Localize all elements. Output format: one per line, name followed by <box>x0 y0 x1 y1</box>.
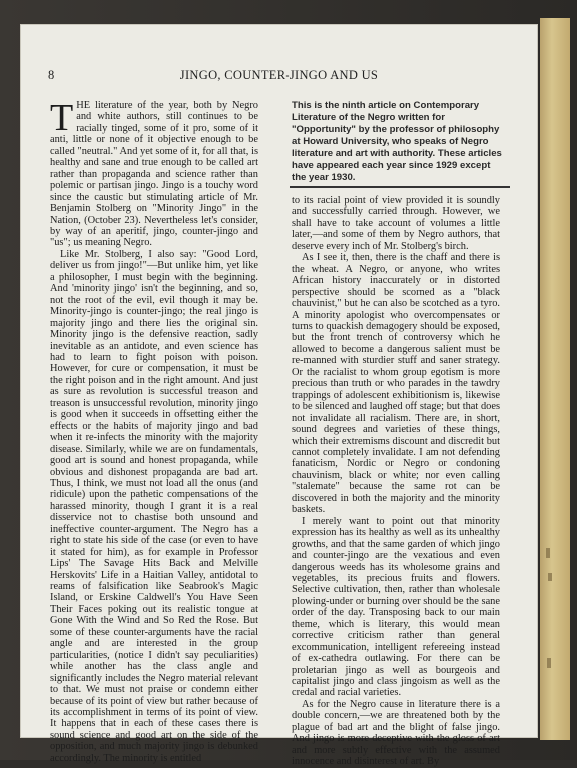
editor-note: This is the ninth article on Contemporary Literature of the Negro written for "Opportunity" by the professor of philosophy at Howard University, who speaks of Negro literature and art with authority. These articles have appeared each year since 1929 except the year 1930. <box>292 100 502 183</box>
article-paragraph: As I see it, then, there is the chaff and there is the wheat. A Negro, or anyone, who writes African history inaccurately or in distorted perspective should be scorned as a "black chauvinist," but he can also be scotched as a tyro. A minority apologist who overcompensates or turns to quackish demagogery should be exposed, but the front trench of controversy which he allowed to become a dangerous salient must be re-manned with sturdier stuff and saner strategy. Or the racialist to whom group egotism is more precious than truth or who parades in the tawdry trappings of adolescent exhibitionism is, likewise to be silenced and laughed off stage; but that does not invalidate all racialism. There are, in short, sound degrees and varieties of these things, which their extremisms discount and discredit but cannot completely invalidate. I am not defending fanaticism, Nordic or Negro or condoning chauvinism, black or white; nor even calling "stalemate" because the same rot can be discovered in both the majority and the minority baskets. <box>292 252 500 516</box>
adjacent-page-edge <box>540 18 570 740</box>
article-paragraph: As for the Negro cause in literature there is a double concern,—we are threatened both by the plague of bad art and the blight of false jingo. And jingo is more deceptive with the gloss of art and more subtly effective with the assumed innocence and disinterest of art. By <box>292 698 500 768</box>
paragraph-text: HE literature of the year, both by Negro and white authors, still continues to be racially tinged, some of it pro, some of it anti, little or none of it objective enough to be called "neutral." And yet some of it, for all that, is healthy and sane and true enough to be called art rather than propaganda and science rather than polemic or partisan jingo. Jingo is a touchy word since the caustic but stimulating article of Mr. Benjamin Stolberg on "Minority Jingo" in the Nation, (October 23). Nevertheless let's consider, by way of an aperitif, jingo, counter-jingo and "us"; us meaning Negro. <box>50 100 258 249</box>
drop-cap: T <box>50 97 74 139</box>
article-paragraph: I merely want to point out that minority expression has its healthy as well as its unhealthy growths, and that the same garden of which jingo and counter-jingo are the vexatious and even dangerous weeds has its wholesome grains and vegetables, its precious fruits and flowers. Selective cultivation, then, rather than wholesale plowing-under or burning over should be the sane order of the day. Transposing back to our main theme, which is literary, this would mean corrective criticism rather than general excommunication, intelligent refereeing instead of ex-cathedra outlawing. For there can be proletarian jingo as well as bourgeois and capitalist jingo and class jingoism as well as the credal and racial varieties. <box>292 515 500 699</box>
article-paragraph <box>50 97 258 249</box>
article-left-column <box>50 97 258 764</box>
divider-rule <box>290 186 510 188</box>
article-right-column <box>292 195 500 768</box>
page-number: 8 <box>48 68 55 82</box>
article-paragraph: Like Mr. Stolberg, I also say: "Good Lord, deliver us from jingo!"—But unlike him, yet like a philosopher, I must begin with the beginning. And 'minority jingo' isn't the beginning, and so, not the root of the evil, evil though it may be. Minority-jingo is counter-jingo; the real jingo is majority jingo and there lies the original sin. Minority jingo is the defensive reaction, sadly inevitable as an antidote, and even science has had to learn to fight poison with poison. However, for cure or compensation, it must be the right poison and in the right amount. And just as sure as revolution is successful treason and treason is unsuccessful revolution, minority jingo is good when it succeeds in offsetting either the effects or the habits of majority jingo and bad when it re-infects the minority with the majority disease. Similarly, while we are on fundamentals, good art is sound and honest propaganda, while obvious and dishonest propaganda are bad art. Thus, I think, we must not load all the onus (and ridicule) upon the pathetic compensations of the harassed minority, though I grant it is a real disservice not to chastise both unsound and ineffective counter-argument. The Negro has a right to state his side of the case (or even to have it stated for him), as for example in Professor Lips' The Savage Hits Back and Melville Herskovits' Life in a Haitian Valley, antidotal to reams of falsification like Seabrook's Magic Island, or Erskine Caldwell's You Have Seen Their Faces poking out its realistic tongue at Gone With the Wind and So Red the Rose. But some of these counter-arguments have the racial angle and are interested in the group particularities, (notice I didn't say peculiarities) while another has the class angle and significantly includes the Negro material relevant to that. We must not praise or condemn either because of its point of view but rather because of its accomplishment in terms of its point of view. It happens that in each of these cases there is sound science and good art on the side of the opposition, and much majority jingo is debunked accordingly. The minority is entitled <box>50 248 258 764</box>
document-page <box>20 24 538 768</box>
running-title: JINGO, COUNTER-JINGO AND US <box>179 68 379 82</box>
article-paragraph: to its racial point of view provided it is soundly and successfully carried through. However, we shall have to take account of volumes a little later,—and some of them by Negro authors, that deserve every inch of Mr. Stolberg's birch. <box>292 195 500 252</box>
